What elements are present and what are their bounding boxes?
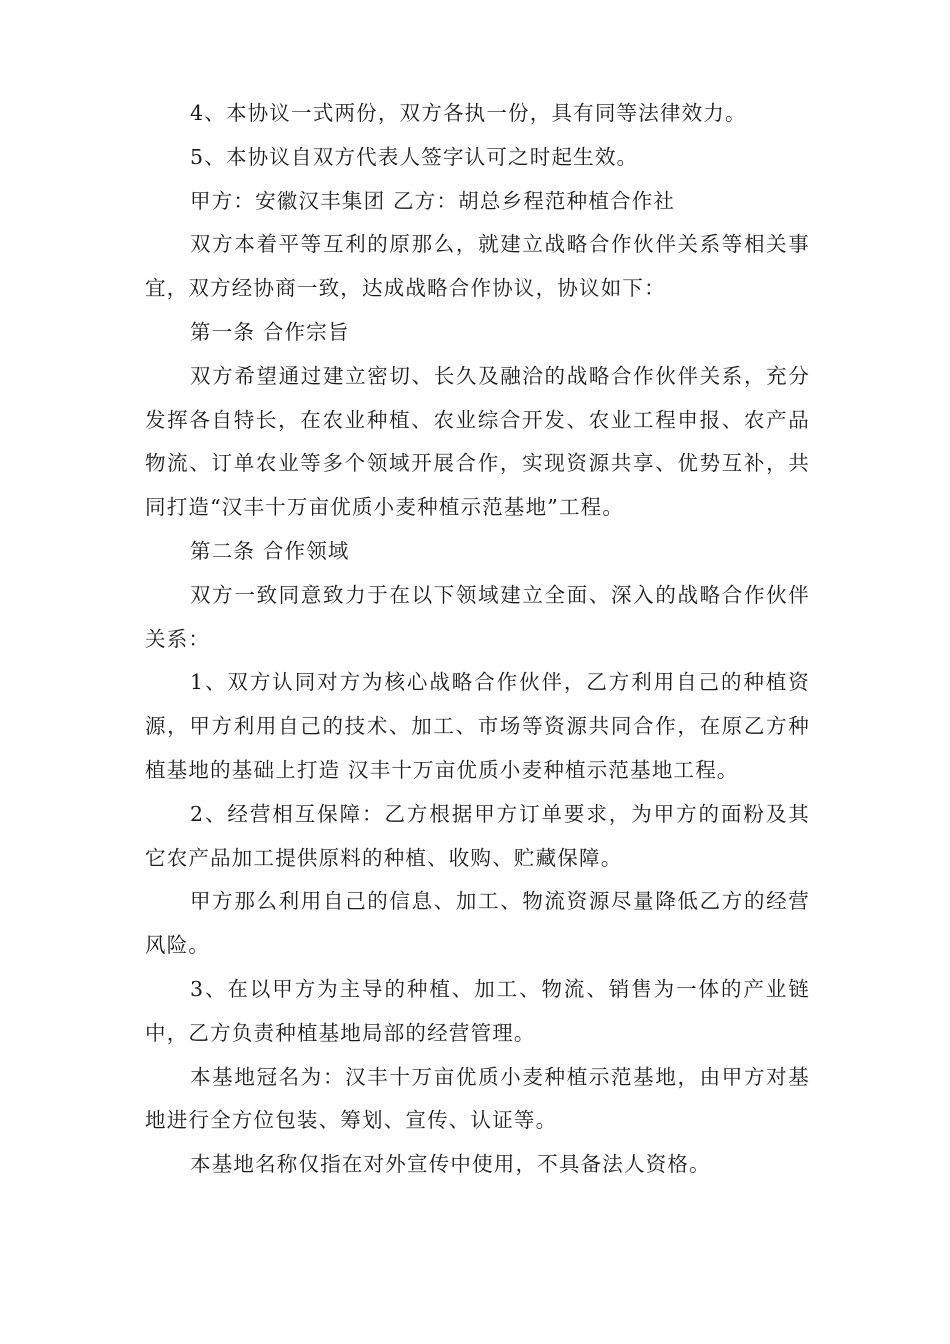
article-2-item-1: 1、双方认同对方为核心战略合作伙伴，乙方利用自己的种植资源，甲方利用自己的技术、加工、市场等资源共同合作，在原乙方种植基地的基础上打造 汉丰十万亩优质小麦种植示范基地工程。 <box>145 670 810 782</box>
article-2-heading: 第二条 合作领域 <box>190 538 350 563</box>
article-1-heading: 第一条 合作宗旨 <box>190 319 350 344</box>
clause-4-copies: 4、本协议一式两份，双方各执一份，具有同等法律效力。 <box>190 101 747 125</box>
base-name-usage-paragraph: 本基地名称仅指在对外宣传中使用，不具备法人资格。 <box>190 1152 711 1177</box>
base-naming-paragraph: 本基地冠名为：汉丰十万亩优质小麦种植示范基地，由甲方对基地进行全方位包装、筹划、宣传、认证等。 <box>145 1064 810 1133</box>
preamble-paragraph: 双方本着平等互利的原那么，就建立战略合作伙伴关系等相关事宜，双方经协商一致，达成战略合作协议，协议如下： <box>145 232 810 301</box>
article-2-item-2-cont: 甲方那么利用自己的信息、加工、物流资源尽量降低乙方的经营风险。 <box>145 889 810 958</box>
article-1-body: 双方希望通过建立密切、长久及融洽的战略合作伙伴关系，充分发挥各自特长，在农业种植、农业综合开发、农业工程申报、农产品物流、订单农业等多个领域开展合作，实现资源共享、优势互补，共同打造“汉丰十万亩优质小麦种植示范基地”工程。 <box>145 363 810 520</box>
clause-5-effective: 5、本协议自双方代表人签字认可之时起生效。 <box>190 144 639 169</box>
article-2-intro: 双方一致同意致力于在以下领域建立全面、深入的战略合作伙伴关系： <box>145 582 810 651</box>
article-2-item-3: 3、在以甲方为主导的种植、加工、物流、销售为一体的产业链中，乙方负责种植基地局部的经营管理。 <box>145 976 810 1045</box>
article-2-item-2: 2、经营相互保障：乙方根据甲方订单要求，为甲方的面粉及其它农产品加工提供原料的种植、收购、贮藏保障。 <box>145 801 810 870</box>
parties-line: 甲方：安徽汉丰集团 乙方：胡总乡程范种植合作社 <box>190 188 676 213</box>
document-page <box>145 92 810 1187</box>
